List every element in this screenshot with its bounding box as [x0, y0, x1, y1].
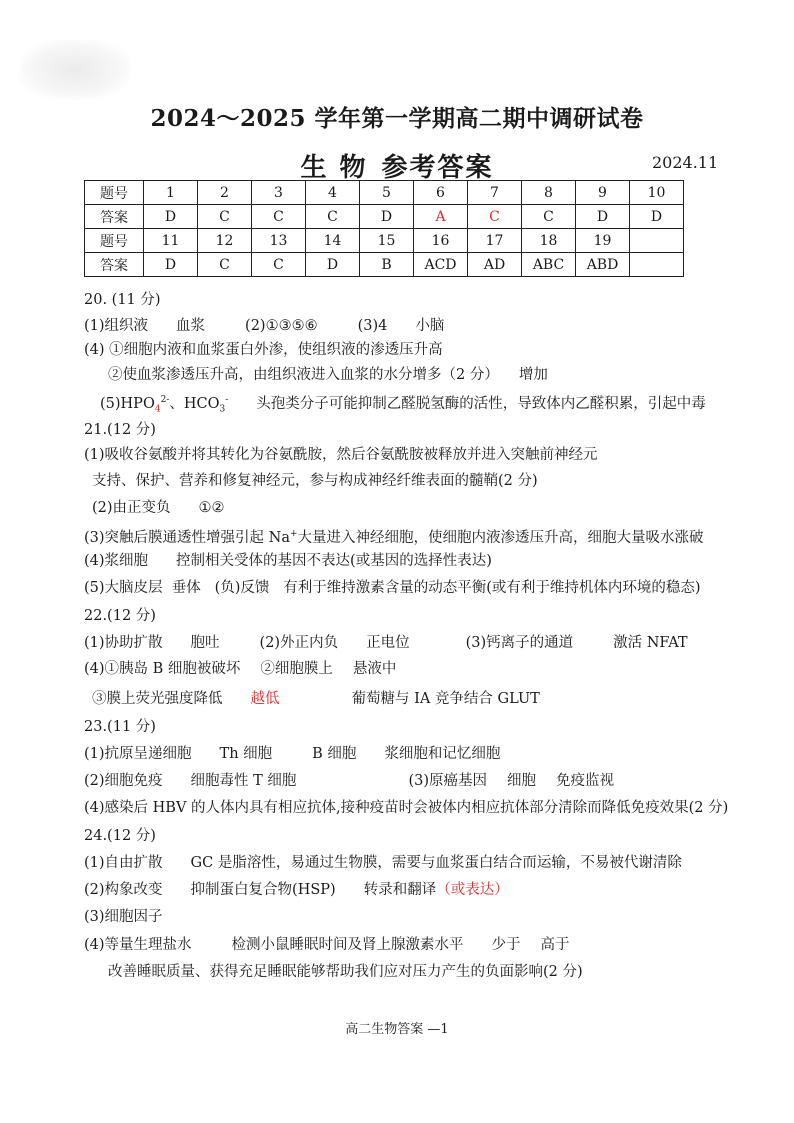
- q20-line-1: [84, 316, 444, 336]
- q24-line-4: [84, 935, 570, 955]
- answer-text: B 细胞: [312, 746, 357, 762]
- q24-line-2: [84, 880, 509, 900]
- table-cell: 8: [522, 181, 576, 205]
- answer-text: ③膜上荧光强度降低: [92, 691, 223, 707]
- q23-line-2: [84, 771, 614, 791]
- answer-text-highlighted: （或表达）: [436, 882, 509, 898]
- q24-line-1: [84, 853, 682, 873]
- table-cell: 12: [198, 229, 252, 253]
- table-cell: B: [360, 253, 414, 277]
- table-cell: D: [306, 253, 360, 277]
- table-cell: 7: [468, 181, 522, 205]
- table-cell: C: [306, 205, 360, 229]
- answer-text: (4)浆细胞: [84, 553, 149, 569]
- q20-line-4: [100, 390, 706, 420]
- table-cell: C: [198, 205, 252, 229]
- answer-text: 细胞毒性 T 细胞: [190, 773, 297, 789]
- q23-line-1: [84, 744, 500, 764]
- answer-text: (1)组织液: [84, 318, 149, 334]
- table-cell: 17: [468, 229, 522, 253]
- answer-text: (2)外正内负: [259, 635, 339, 651]
- answer-text: 激活 NFAT: [613, 635, 688, 651]
- answer-text: 增加: [518, 367, 548, 383]
- answer-text: 抑制蛋白复合物(HSP): [190, 882, 336, 898]
- table-cell: 14: [306, 229, 360, 253]
- answer-text: (3)钙离子的通道: [465, 635, 574, 651]
- answer-text-highlighted: 越低: [250, 691, 280, 707]
- q20-line-2: (4) ①细胞内液和血浆蛋白外渗，使组织液的渗透压升高: [84, 342, 443, 358]
- row-header: 答案: [85, 205, 144, 229]
- q22-line-3: [92, 689, 540, 709]
- table-row: [85, 205, 684, 229]
- table-cell: 4: [306, 181, 360, 205]
- q22-line-2: [84, 659, 396, 679]
- table-cell: 9: [576, 181, 630, 205]
- table-cell: 10: [630, 181, 684, 205]
- answer-text: Th 细胞: [219, 746, 273, 762]
- page-footer: 高二生物答案 —1: [345, 1022, 449, 1037]
- answer-text: 大量进入神经细胞，使细胞内液渗透压升高，细胞大量吸水涨破: [297, 529, 704, 546]
- row-header: 答案: [85, 253, 144, 277]
- table-cell: 11: [144, 229, 198, 253]
- superscript: -: [225, 395, 229, 405]
- answer-text: ②细胞膜上: [260, 661, 333, 677]
- table-row: [85, 181, 684, 205]
- answer-key-label: 参考答案: [381, 153, 494, 183]
- table-cell: 3: [252, 181, 306, 205]
- answer-text: (3)突触后膜通透性增强引起 Na: [84, 529, 290, 546]
- table-cell-highlighted: C: [468, 205, 522, 229]
- answer-text: 悬液中: [352, 661, 397, 677]
- q21-line-1: (1)吸收谷氨酸并将其转化为谷氨酰胺，然后谷氨酰胺被释放并进入突触前神经元: [84, 447, 598, 463]
- table-cell: 19: [576, 229, 630, 253]
- q20-heading: 20. (11 分): [84, 292, 161, 308]
- table-cell: 1: [144, 181, 198, 205]
- answer-text: 控制相关受体的基因不表达(或基因的选择性表达): [176, 553, 492, 569]
- answer-text: (2)细胞免疫: [84, 773, 163, 789]
- page-title: 2024～2025 学年第一学期高二期中调研试卷: [150, 105, 644, 132]
- table-cell: ABD: [576, 253, 630, 277]
- table-cell: 6: [414, 181, 468, 205]
- answer-text: 转录和翻译: [363, 882, 437, 898]
- q24-heading: 24.(12 分): [84, 828, 156, 844]
- answer-text: 检测小鼠睡眠时间及肾上腺激素水平: [231, 937, 464, 953]
- q24-line-5: 改善睡眠质量、获得充足睡眠能够帮助我们应对压力产生的负面影响(2 分): [108, 964, 583, 980]
- table-cell: C: [198, 253, 252, 277]
- q22-line-1: [84, 633, 688, 653]
- q21-line-2: 支持、保护、营养和修复神经元，参与构成神经纤维表面的髓鞘(2 分): [92, 473, 538, 489]
- answer-table: [84, 180, 684, 277]
- answer-text: (4)等量生理盐水: [84, 937, 192, 953]
- q23-heading: 23.(11 分): [84, 719, 156, 735]
- answer-text: (负)反馈: [214, 580, 270, 596]
- q24-line-3: (3)细胞因子: [84, 909, 163, 925]
- q21-line-3: [92, 498, 225, 518]
- subject-label: 生 物: [300, 153, 368, 183]
- answer-text: 胞吐: [190, 635, 220, 651]
- q20-line-3: [108, 365, 548, 385]
- table-cell: 16: [414, 229, 468, 253]
- answer-text: 免疫监视: [555, 773, 614, 789]
- table-cell: C: [522, 205, 576, 229]
- answer-text: 少于: [491, 937, 521, 953]
- table-cell: 15: [360, 229, 414, 253]
- q21-heading: 21.(12 分): [84, 422, 156, 438]
- answer-text: (2)构象改变: [84, 882, 163, 898]
- table-cell: 13: [252, 229, 306, 253]
- table-cell-highlighted: A: [414, 205, 468, 229]
- answer-text: 垂体: [171, 580, 201, 596]
- table-cell: D: [144, 253, 198, 277]
- answer-text: 有利于维持激素含量的动态平衡(或有利于维持机体内环境的稳态): [283, 580, 701, 596]
- answer-text: 浆细胞和记忆细胞: [384, 746, 501, 762]
- table-cell: D: [576, 205, 630, 229]
- answer-text: (1)抗原呈递细胞: [84, 746, 192, 762]
- table-cell: ABC: [522, 253, 576, 277]
- row-header: 题号: [85, 229, 144, 253]
- answer-text: ②使血浆渗透压升高，由组织液进入血浆的水分增多（2 分）: [108, 367, 499, 383]
- subscript: 3: [219, 404, 226, 415]
- answer-text: 、HCO: [169, 395, 220, 412]
- table-cell: [630, 253, 684, 277]
- answer-text: 葡萄糖与 IA 竞争结合 GLUT: [351, 691, 540, 707]
- subscript: 4: [154, 404, 161, 415]
- answer-text: ①②: [198, 500, 225, 516]
- answer-text: 血浆: [176, 318, 206, 334]
- table-cell: C: [252, 253, 306, 277]
- superscript: 2-: [160, 395, 170, 405]
- answer-text: (4)①胰岛 B 细胞被破坏: [84, 661, 241, 677]
- table-cell: 18: [522, 229, 576, 253]
- answer-text: (3)4: [357, 318, 388, 334]
- q21-line-4: [84, 524, 704, 548]
- table-cell: D: [144, 205, 198, 229]
- exam-date: 2024.11: [652, 153, 719, 172]
- answer-text: (1)协助扩散: [84, 635, 163, 651]
- table-row: [85, 253, 684, 277]
- table-cell: 5: [360, 181, 414, 205]
- answer-text: 正电位: [366, 635, 410, 651]
- answer-text: (2)由正变负: [92, 500, 171, 516]
- table-cell: ACD: [414, 253, 468, 277]
- row-header: 题号: [85, 181, 144, 205]
- table-cell: D: [360, 205, 414, 229]
- superscript: +: [289, 529, 298, 539]
- q23-line-3: (4)感染后 HBV 的人体内具有相应抗体,接种疫苗时会被体内相应抗体部分清除而降低免疫效果(2 分): [84, 800, 729, 816]
- answer-text: GC 是脂溶性，易通过生物膜，需要与血浆蛋白结合而运输，不易被代谢清除: [190, 855, 682, 871]
- table-cell: [630, 229, 684, 253]
- answer-text: 头孢类分子可能抑制乙醛脱氢酶的活性，导致体内乙醛积累，引起中毒: [256, 395, 706, 412]
- q22-heading: 22.(12 分): [84, 608, 156, 624]
- answer-text: (1)自由扩散: [84, 855, 163, 871]
- answer-text: (3)原癌基因: [408, 773, 487, 789]
- table-cell: D: [630, 205, 684, 229]
- answer-text: 高于: [540, 937, 570, 953]
- table-cell: C: [252, 205, 306, 229]
- q21-line-5: [84, 551, 492, 571]
- answer-text: 细胞: [506, 773, 536, 789]
- answer-text: 小脑: [415, 318, 445, 334]
- answer-text: (5)大脑皮层: [84, 580, 163, 596]
- table-cell: 2: [198, 181, 252, 205]
- scan-smudge: [20, 40, 130, 100]
- table-cell: AD: [468, 253, 522, 277]
- answer-text: (5)HPO: [100, 395, 155, 412]
- answer-text: (2)①③⑤⑥: [245, 318, 318, 334]
- table-row: [85, 229, 684, 253]
- q21-line-6: [84, 578, 701, 598]
